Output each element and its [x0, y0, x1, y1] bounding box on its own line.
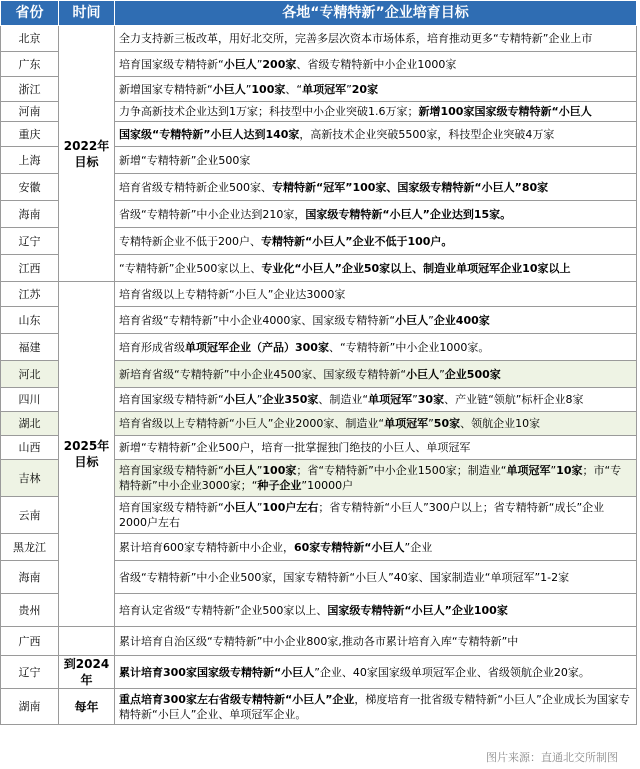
goal-text: 培育国家级专精特新“: [119, 501, 224, 514]
goal-text: ”: [256, 393, 263, 406]
goal-text-bold: 国家级专精特新“小巨人”企业100家: [327, 603, 508, 617]
goal-cell: [115, 26, 637, 52]
goal-text-bold: 200家: [262, 57, 297, 71]
goal-cell: [115, 497, 637, 534]
province-cell: 海南: [1, 201, 59, 228]
goal-text: 培育省级以上专精特新“小巨人”企业达3000家: [119, 287, 346, 301]
goal-text: ”: [245, 82, 252, 96]
goal-text-bold: 国家级专精特新“小巨人”企业达到15家。: [305, 207, 512, 221]
province-cell: 湖南: [1, 689, 59, 725]
goal-text: “专精特新”企业500家以上、: [119, 261, 262, 275]
province-cell: 山西: [1, 436, 59, 460]
province-cell: 湖北: [1, 412, 59, 436]
goal-text: 专精特新企业不低于200户、: [119, 234, 261, 248]
goal-text-bold: 专业化“小巨人”企业50家以上、制造业单项冠军企业10家以上: [261, 261, 571, 275]
goal-cell: [115, 307, 637, 334]
province-cell: 海南: [1, 561, 59, 594]
goal-cell: [115, 255, 637, 282]
goal-text-bold: 新增100家国家级专精特新“小巨人: [418, 105, 592, 118]
goal-cell: [115, 201, 637, 228]
goal-cell: [115, 228, 637, 255]
goal-text: ”企业、40家国家级单项冠军企业、省级领航企业20家。: [314, 665, 590, 679]
table-row: [1, 656, 637, 689]
goal-text: 累计培育自治区级“专精特新”中小企业800家,推动各市累计培育入库“专精特新”中: [119, 634, 519, 648]
goal-text: ”: [412, 393, 418, 406]
province-cell: 吉林: [1, 460, 59, 497]
goal-text: ”: [428, 313, 434, 327]
goal-text: 培育国家级专精特新“: [119, 393, 224, 406]
goal-cell: [115, 102, 637, 122]
goal-cell: [115, 594, 637, 627]
time-group-blank: [59, 627, 115, 656]
province-cell: 安徽: [1, 174, 59, 201]
goal-text: 培育形成省级: [119, 340, 185, 354]
goal-text: ”: [256, 57, 263, 71]
goal-text-bold: 企业350家: [262, 393, 319, 406]
goal-text-bold: 100家: [251, 82, 286, 96]
goal-text: 培育认定省级“专精特新”企业500家以上、: [119, 603, 328, 617]
goal-text-bold: 小巨人: [212, 82, 246, 96]
goal-cell: [115, 147, 637, 174]
goal-cell: [115, 77, 637, 102]
table-row: [1, 689, 637, 725]
time-group-2024: 到2024年: [59, 656, 115, 689]
goal-text: 全力支持新三板改革，用好北交所，完善多层次资本市场体系，培育推动更多“专精特新”企业上市: [119, 32, 593, 45]
goal-cell: [115, 122, 637, 147]
goal-text-bold: 50家: [433, 417, 461, 430]
goal-text-bold: 小巨人: [223, 464, 257, 477]
goal-text: 、制造业“: [318, 393, 369, 406]
goal-cell: [115, 412, 637, 436]
goal-text: 培育国家级专精特新“: [119, 57, 224, 71]
goal-text: 培育省级“专精特新”中小企业4000家、国家级专精特新“: [119, 313, 396, 327]
time-group-2022: 2022年 目标: [59, 26, 115, 282]
header-goals: 各地“专精特新”企业培育目标: [115, 1, 637, 26]
goal-cell: [115, 689, 637, 725]
goal-text-bold: 单项冠军: [368, 393, 413, 406]
goal-text: ”: [256, 464, 263, 477]
goal-text-bold: 专精特新“冠军”100家、国家级专精特新“小巨人”80家: [272, 180, 549, 194]
goal-text-bold: 小巨人: [223, 501, 257, 514]
goal-cell: [115, 436, 637, 460]
header-time: 时间: [59, 1, 115, 26]
goal-text-bold: 小巨人: [223, 393, 257, 406]
time-group-yearly: 每年: [59, 689, 115, 725]
goal-text-bold: 小巨人: [406, 367, 440, 381]
province-cell: 江苏: [1, 282, 59, 307]
goal-text: ；市“专精特新”中小企业3000家；“: [119, 464, 622, 492]
province-cell: 福建: [1, 334, 59, 361]
goal-text: 、省级专精特新中小企业1000家: [296, 57, 457, 71]
goal-text: ”: [550, 464, 557, 477]
province-cell: 江西: [1, 255, 59, 282]
goal-text: ”: [428, 417, 434, 430]
image-source-credit: 图片来源：直通北交所制图: [486, 751, 618, 764]
province-cell: 广西: [1, 627, 59, 656]
province-cell: 黑龙江: [1, 534, 59, 561]
goal-cell: [115, 361, 637, 388]
goal-text: ”: [256, 501, 263, 514]
province-cell: 上海: [1, 147, 59, 174]
province-cell: 山东: [1, 307, 59, 334]
goal-cell: [115, 460, 637, 497]
province-cell: 广东: [1, 52, 59, 77]
goal-text-bold: 企业500家: [444, 367, 501, 381]
goal-text: ”10000户: [301, 479, 354, 492]
goal-text-bold: 10家: [556, 464, 583, 477]
goal-text: 、领航企业10家: [460, 417, 541, 430]
goal-text: 新培育省级“专精特新”中小企业4500家、国家级专精特新“: [119, 367, 407, 381]
goal-text: ”: [346, 82, 352, 96]
goal-text: 省级“专精特新”中小企业500家，国家专精特新“小巨人”40家、国家制造业“单项冠军”1-2家: [119, 570, 570, 584]
table-row: [1, 26, 637, 52]
goal-cell: [115, 388, 637, 412]
goal-text: 培育省级专精特新企业500家、: [119, 180, 272, 194]
goal-text-bold: 单项冠军: [302, 82, 347, 96]
province-cell: 四川: [1, 388, 59, 412]
goal-text-bold: 小巨人: [223, 57, 257, 71]
goal-text: 、产业链“领航”标杆企业8家: [444, 393, 584, 406]
goal-text-bold: 专精特新“小巨人”企业不低于100户。: [261, 234, 453, 248]
goal-cell: [115, 627, 637, 656]
goal-text: 培育国家级专精特新“: [119, 464, 224, 477]
goal-cell: [115, 334, 637, 361]
goal-cell: [115, 52, 637, 77]
time-group-2025: 2025年 目标: [59, 282, 115, 627]
province-cell: 贵州: [1, 594, 59, 627]
goal-text-bold: 种子企业: [257, 479, 302, 492]
province-cell: 河南: [1, 102, 59, 122]
table-row: [1, 282, 637, 307]
goal-text: 新增“专精特新”企业500户，培育一批掌握独门绝技的小巨人、单项冠军: [119, 441, 471, 454]
goal-text-bold: 单项冠军: [384, 417, 429, 430]
goal-text-bold: 100家: [262, 464, 297, 477]
goal-text-bold: 重点培育300家左右省级专精特新“小巨人”企业: [119, 692, 355, 706]
goal-text-bold: 100户左右: [262, 501, 319, 514]
goal-cell: [115, 656, 637, 689]
header-province: 省份: [1, 1, 59, 26]
goal-text-bold: 国家级“专精特新”小巨人达到140家: [119, 127, 300, 141]
goal-text: 、“: [285, 82, 303, 96]
goal-cell: [115, 174, 637, 201]
goal-text: 、“专精特新”中小企业1000家。: [328, 340, 490, 354]
province-cell: 辽宁: [1, 656, 59, 689]
goal-text: ；省“专精特新”中小企业1500家；制造业“: [296, 464, 507, 477]
goal-text: ，高新技术企业突破5500家，科技型企业突破4万家: [299, 127, 555, 141]
goal-text-bold: 单项冠军: [506, 464, 551, 477]
goal-text-bold: 累计培育300家国家级专精特新“小巨人: [119, 665, 315, 679]
province-cell: 辽宁: [1, 228, 59, 255]
goal-text-bold: 单项冠军企业（产品）300家: [185, 340, 329, 354]
goal-text: 新增国家专精特新“: [119, 82, 213, 96]
goal-text-bold: 60家专精特新“小巨人: [294, 540, 405, 554]
goal-text: 培育省级以上专精特新“小巨人”企业2000家、制造业“: [119, 417, 385, 430]
goal-text: 累计培育600家专精特新中小企业，: [119, 540, 294, 554]
header-row: [1, 1, 637, 26]
goal-text-bold: 20家: [351, 82, 379, 96]
goal-text: ；省专精特新“小巨人”300户以上；省专精特新“成长”企业2000户左右: [119, 501, 605, 529]
goal-text: 力争高新技术企业达到1万家；科技型中小企业突破1.6万家；: [119, 105, 419, 118]
goal-cell: [115, 534, 637, 561]
goal-cell: [115, 561, 637, 594]
goal-text: ”: [439, 367, 445, 381]
goal-text-bold: 小巨人: [395, 313, 429, 327]
table-row: [1, 627, 637, 656]
province-cell: 云南: [1, 497, 59, 534]
goal-cell: [115, 282, 637, 307]
goal-text-bold: 企业400家: [433, 313, 490, 327]
province-cell: 浙江: [1, 77, 59, 102]
goal-text: 省级“专精特新”中小企业达到210家，: [119, 207, 306, 221]
province-cell: 北京: [1, 26, 59, 52]
goal-text: 新增“专精特新”企业500家: [119, 153, 251, 167]
province-cell: 河北: [1, 361, 59, 388]
goal-text-bold: 30家: [417, 393, 445, 406]
province-cell: 重庆: [1, 122, 59, 147]
goal-text: ，梯度培育一批省级专精特新“小巨人”企业成长为国家专精特新“小巨人”企业、单项冠军企业。: [119, 692, 630, 721]
goal-text: ”企业: [404, 540, 433, 554]
